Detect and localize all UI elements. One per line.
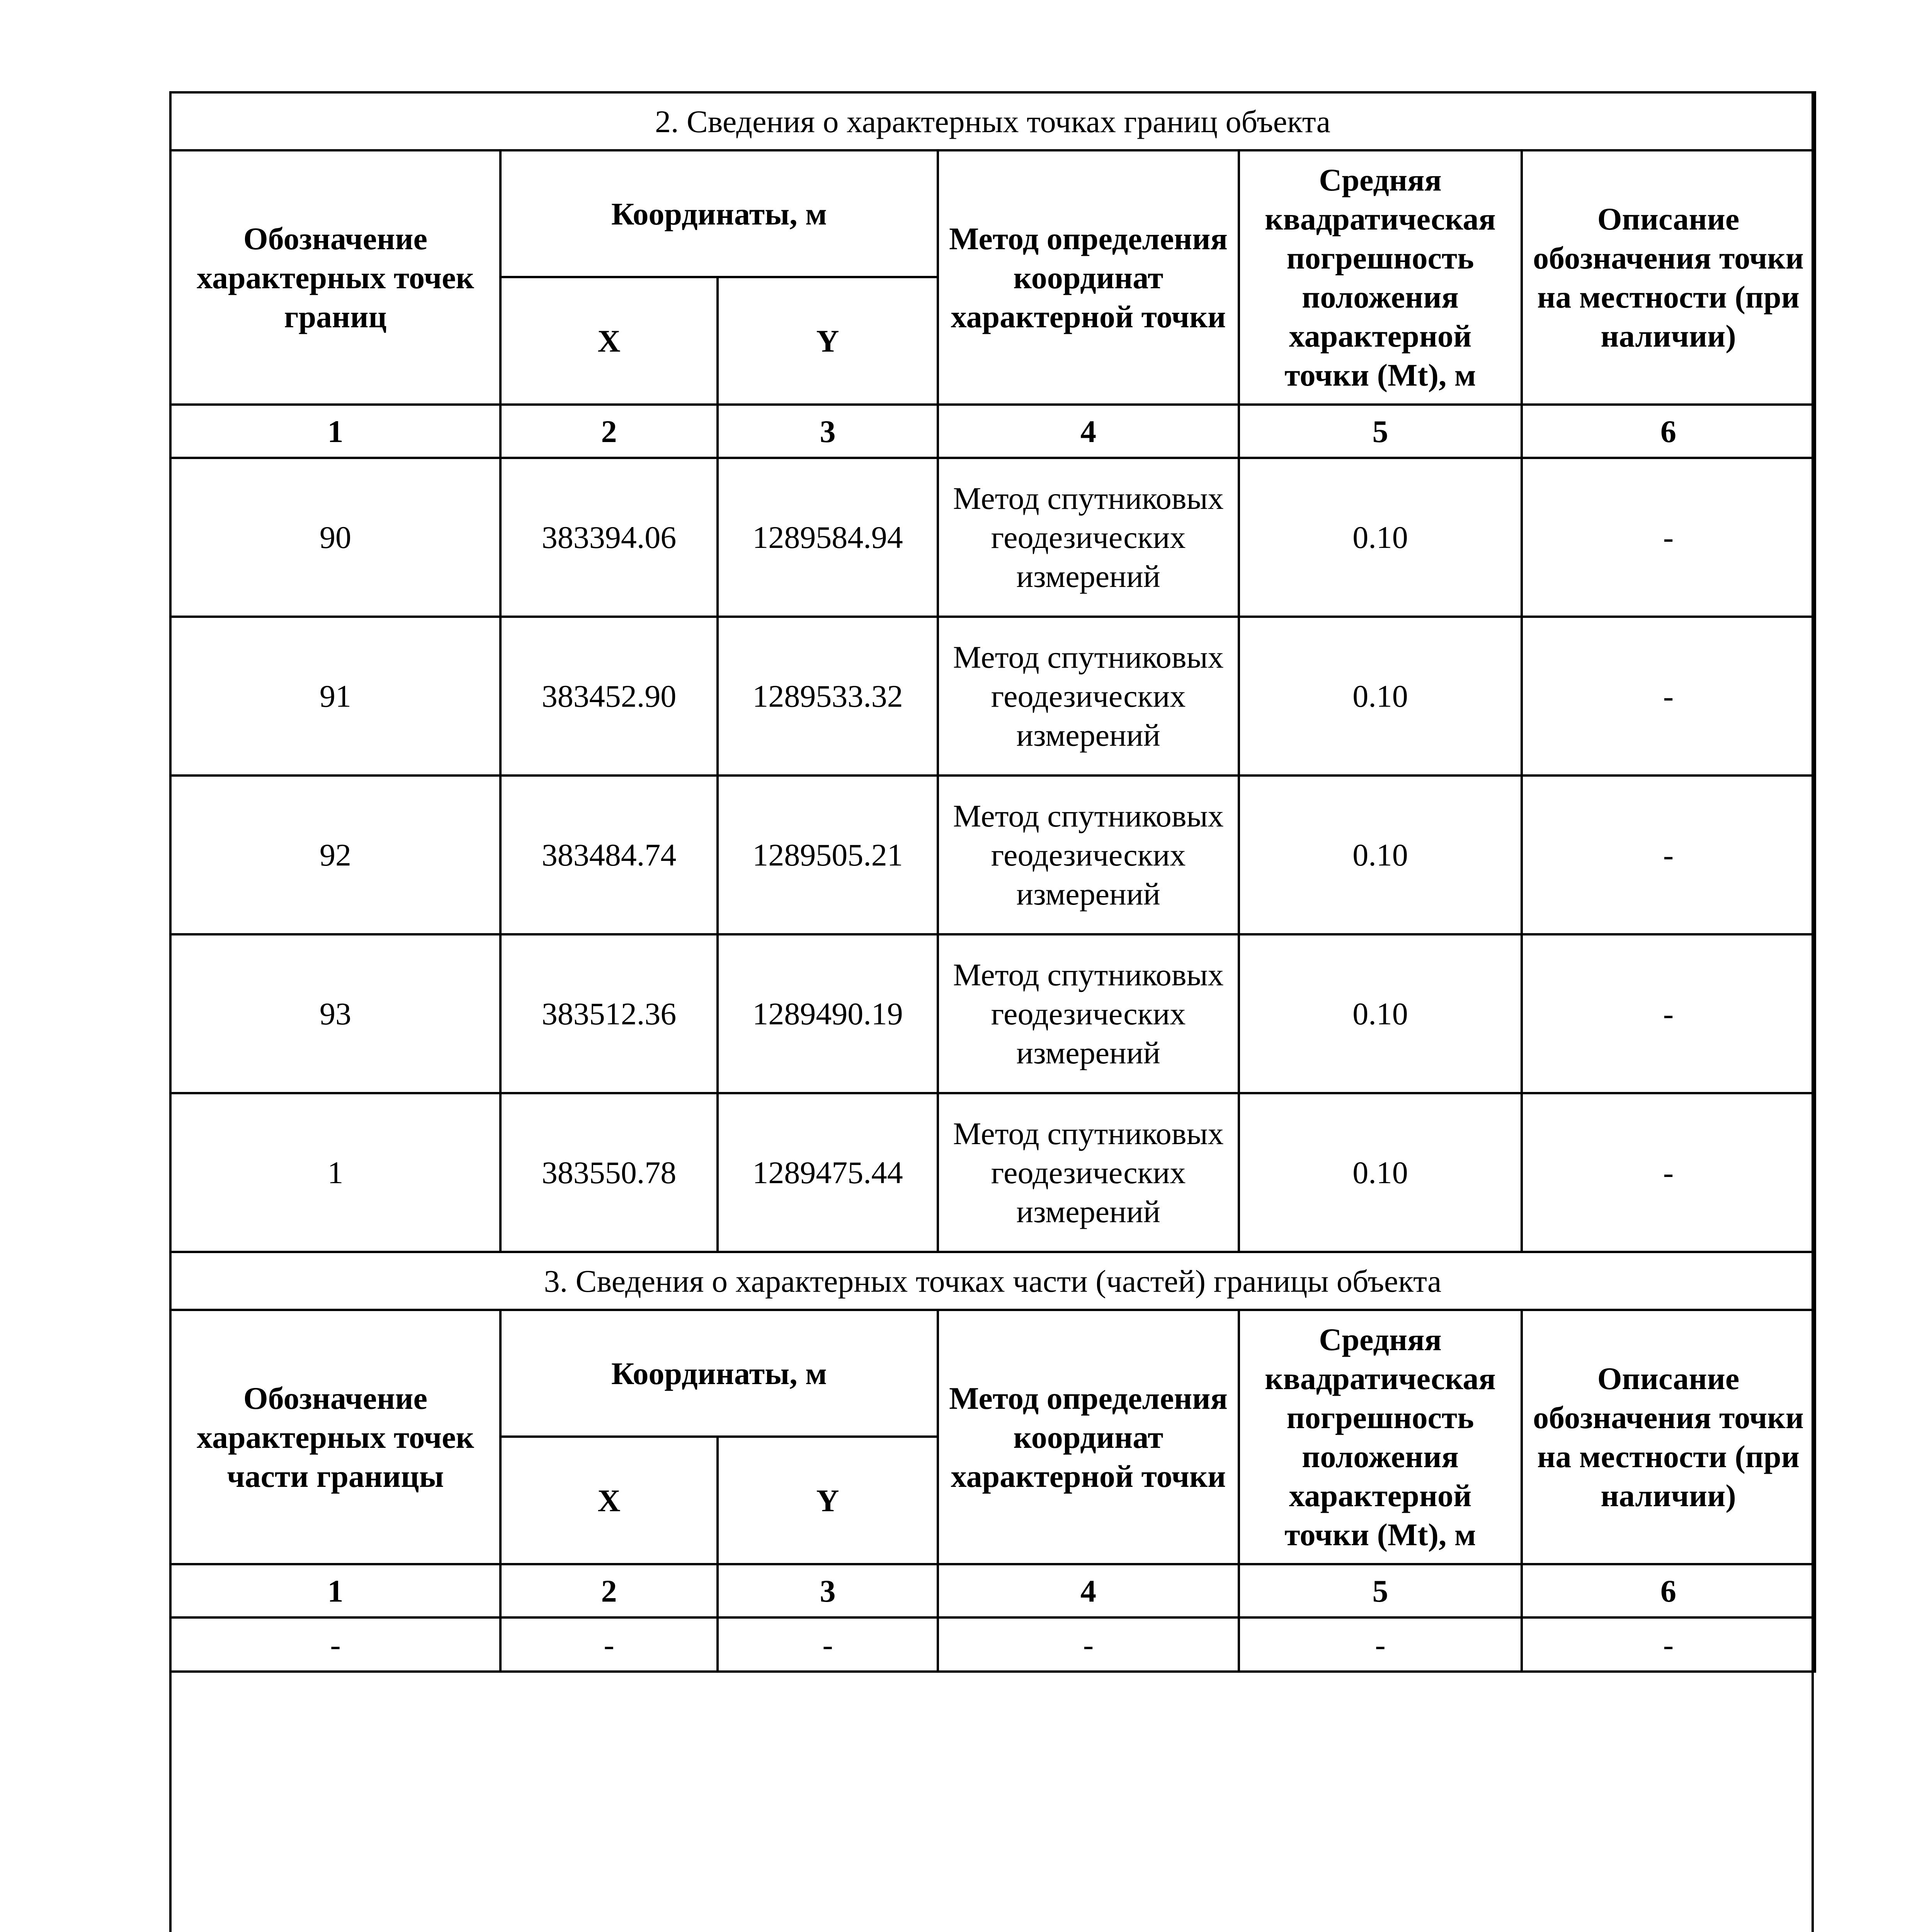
cell-y: - bbox=[718, 1617, 938, 1672]
cell-y: 1289490.19 bbox=[718, 934, 938, 1093]
column-number: 1 bbox=[170, 1564, 500, 1617]
cell-point: 90 bbox=[170, 458, 500, 617]
section2-title: 2. Сведения о характерных точках границ объекта bbox=[170, 92, 1815, 150]
cell-error: 0.10 bbox=[1239, 776, 1522, 934]
column-number: 2 bbox=[500, 405, 718, 458]
cell-description: - bbox=[1522, 776, 1815, 934]
cell-point: 92 bbox=[170, 776, 500, 934]
cell-method: Метод спутниковых геодезических измерений bbox=[938, 934, 1239, 1093]
cell-x: 383484.74 bbox=[500, 776, 718, 934]
cell-description: - bbox=[1522, 1617, 1815, 1672]
cell-method: Метод спутниковых геодезических измерений bbox=[938, 458, 1239, 617]
table-row bbox=[170, 1617, 1815, 1672]
column-number: 3 bbox=[718, 405, 938, 458]
cell-x: 383512.36 bbox=[500, 934, 718, 1093]
cell-x: 383452.90 bbox=[500, 617, 718, 776]
cell-point: 91 bbox=[170, 617, 500, 776]
cell-y: 1289505.21 bbox=[718, 776, 938, 934]
column-number: 2 bbox=[500, 1564, 718, 1617]
section3-column-numbers bbox=[170, 1564, 1815, 1617]
header-designation: Обозначение характерных точек границ bbox=[170, 150, 500, 405]
column-number: 5 bbox=[1239, 405, 1522, 458]
cell-x: - bbox=[500, 1617, 718, 1672]
header-error: Средняя квадратическая погрешность положения характерной точки (Mt), м bbox=[1239, 1310, 1522, 1564]
section2-header-row bbox=[170, 150, 1815, 277]
cell-x: 383394.06 bbox=[500, 458, 718, 617]
table-row bbox=[170, 617, 1815, 776]
header-description: Описание обозначения точки на местности (при наличии) bbox=[1522, 150, 1815, 405]
cell-point: 93 bbox=[170, 934, 500, 1093]
column-number: 6 bbox=[1522, 405, 1815, 458]
header-y: Y bbox=[718, 277, 938, 405]
column-number: 4 bbox=[938, 1564, 1239, 1617]
column-number: 5 bbox=[1239, 1564, 1522, 1617]
section2-title-row bbox=[170, 92, 1815, 150]
table-row bbox=[170, 458, 1815, 617]
cell-method: Метод спутниковых геодезических измерений bbox=[938, 617, 1239, 776]
cell-y: 1289475.44 bbox=[718, 1093, 938, 1252]
column-number: 1 bbox=[170, 405, 500, 458]
cell-point: - bbox=[170, 1617, 500, 1672]
cell-description: - bbox=[1522, 617, 1815, 776]
header-method: Метод определения координат характерной точки bbox=[938, 1310, 1239, 1564]
cell-method: Метод спутниковых геодезических измерений bbox=[938, 1093, 1239, 1252]
column-number: 4 bbox=[938, 405, 1239, 458]
cell-error: 0.10 bbox=[1239, 1093, 1522, 1252]
header-designation: Обозначение характерных точек части границы bbox=[170, 1310, 500, 1564]
table-row bbox=[170, 934, 1815, 1093]
cell-error: 0.10 bbox=[1239, 934, 1522, 1093]
cell-method: Метод спутниковых геодезических измерений bbox=[938, 776, 1239, 934]
cell-error: 0.10 bbox=[1239, 458, 1522, 617]
cell-y: 1289533.32 bbox=[718, 617, 938, 776]
header-method: Метод определения координат характерной точки bbox=[938, 150, 1239, 405]
table-row bbox=[170, 1093, 1815, 1252]
cell-y: 1289584.94 bbox=[718, 458, 938, 617]
table-row bbox=[170, 776, 1815, 934]
cell-description: - bbox=[1522, 934, 1815, 1093]
boundary-points-table bbox=[169, 91, 1816, 1673]
cell-description: - bbox=[1522, 458, 1815, 617]
header-x: X bbox=[500, 1437, 718, 1564]
header-error: Средняя квадратическая погрешность положения характерной точки (Mt), м bbox=[1239, 150, 1522, 405]
section2-column-numbers bbox=[170, 405, 1815, 458]
header-description: Описание обозначения точки на местности (при наличии) bbox=[1522, 1310, 1815, 1564]
header-coordinates: Координаты, м bbox=[500, 150, 938, 277]
header-x: X bbox=[500, 277, 718, 405]
cell-error: 0.10 bbox=[1239, 617, 1522, 776]
section3-header-row bbox=[170, 1310, 1815, 1437]
cell-point: 1 bbox=[170, 1093, 500, 1252]
column-number: 6 bbox=[1522, 1564, 1815, 1617]
cell-x: 383550.78 bbox=[500, 1093, 718, 1252]
cell-description: - bbox=[1522, 1093, 1815, 1252]
cell-error: - bbox=[1239, 1617, 1522, 1672]
column-number: 3 bbox=[718, 1564, 938, 1617]
section3-title: 3. Сведения о характерных точках части (частей) границы объекта bbox=[170, 1252, 1815, 1310]
header-coordinates: Координаты, м bbox=[500, 1310, 938, 1437]
cell-method: - bbox=[938, 1617, 1239, 1672]
section3-title-row bbox=[170, 1252, 1815, 1310]
header-y: Y bbox=[718, 1437, 938, 1564]
